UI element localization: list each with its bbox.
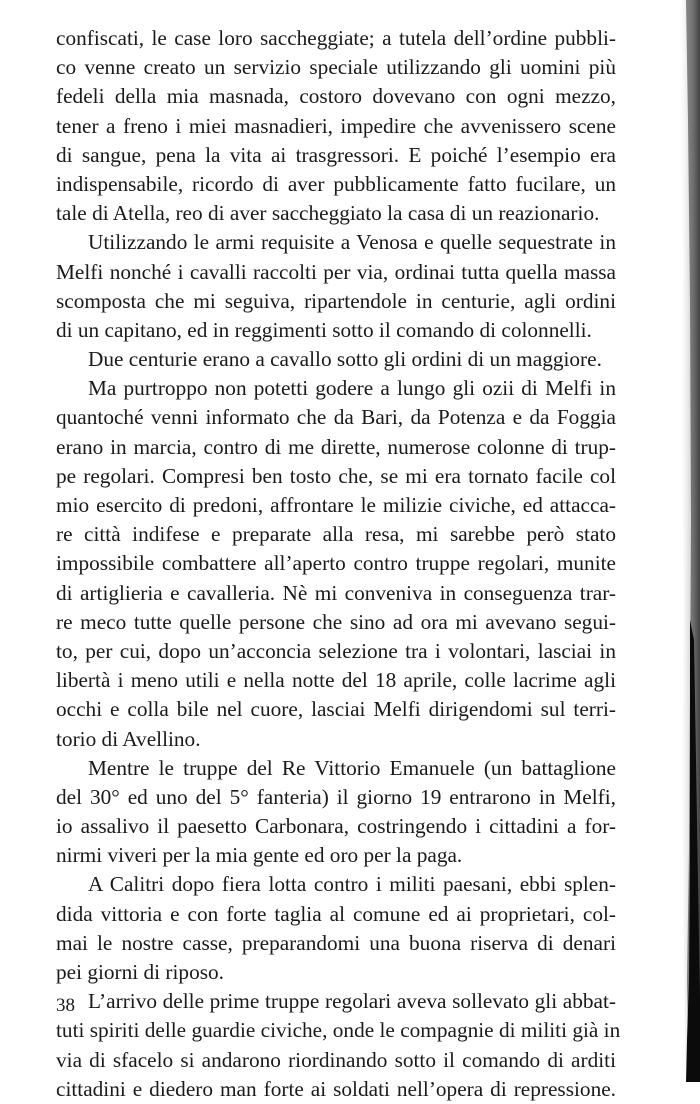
text-line: occhi e colla bile nel cuore, lasciai Melfi dirigendomi sul terri-	[56, 697, 616, 722]
body-text	[56, 24, 621, 1104]
text-line: Utilizzando le armi requisite a Venosa e quelle sequestrate in	[88, 230, 616, 255]
text-line: mai le nostre casse, preparandomi una buona riserva di denari	[56, 930, 616, 955]
text-line: L’arrivo delle prime truppe regolari aveva sollevato gli abbat-	[88, 989, 616, 1014]
text-line: quantoché venni informato che da Bari, da Potenza e da Foggia	[56, 405, 616, 430]
text-line: tuti spiriti delle guardie civiche, onde le compagnie di militi già in	[56, 1018, 621, 1043]
text-line: indispensabile, ricordo di aver pubblicamente fatto fucilare, un	[56, 171, 616, 196]
text-line: tener a freno i miei masnadieri, impedire che avvenissero scene	[56, 113, 616, 138]
text-line: cittadini e diedero man forte ai soldati nell’opera di repressione.	[56, 1076, 616, 1101]
text-line: Melfi nonché i cavalli raccolti per via, ordinai tutta quella massa	[56, 259, 616, 284]
text-line: co venne creato un servizio speciale utilizzando gli uomini più	[56, 55, 616, 80]
page-number: 38	[56, 995, 75, 1016]
text-line: io assalivo il paesetto Carbonara, costringendo i cittadini a for-	[56, 814, 616, 839]
text-line: via di sfacelo si andarono riordinando sotto il comando di arditi	[56, 1047, 616, 1072]
text-line: di sangue, pena la vita ai trasgressori. E poiché l’esempio era	[56, 142, 616, 167]
text-line: di un capitano, ed in reggimenti sotto il comando di colonnelli.	[56, 317, 592, 342]
text-line: re città indifese e preparate alla resa, mi sarebbe però stato	[56, 522, 616, 547]
text-line: Due centurie erano a cavallo sotto gli ordini di un maggiore.	[88, 347, 602, 372]
page-edge-shadow	[638, 0, 700, 1082]
text-line: pe regolari. Compresi ben tosto che, se mi era tornato facile col	[56, 463, 616, 488]
text-line: tale di Atella, reo di aver saccheggiato la casa di un reazionario.	[56, 201, 600, 226]
text-line: erano in marcia, contro di me dirette, numerose colonne di trup-	[56, 434, 616, 459]
text-line: Mentre le truppe del Re Vittorio Emanuele (un battaglione	[88, 755, 616, 780]
text-line: scomposta che mi seguiva, ripartendole in centurie, agli ordini	[56, 288, 616, 313]
text-line: pei giorni di riposo.	[56, 960, 224, 984]
text-line: impossibile combattere all’aperto contro truppe regolari, munite	[56, 551, 616, 576]
text-line: re meco tutte quelle persone che sino ad ora mi avevano segui-	[56, 609, 616, 634]
text-line: A Calitri dopo fiera lotta contro i militi paesani, ebbi splen-	[88, 872, 616, 897]
text-line: di artiglieria e cavalleria. Nè mi conveniva in conseguenza trar-	[56, 580, 616, 605]
text-line: fedeli della mia masnada, costoro dovevano con ogni mezzo,	[56, 84, 616, 109]
text-line: to, per cui, dopo un’acconcia selezione tra i volontari, lasciai in	[56, 638, 616, 663]
text-line: Ma purtroppo non potetti godere a lungo gli ozii di Melfi in	[88, 376, 616, 401]
text-line: libertà i meno utili e nella notte del 18 aprile, colle lacrime agli	[56, 668, 616, 693]
text-line: dida vittoria e con forte taglia al comune ed ai proprietari, col-	[56, 901, 616, 926]
text-line: confiscati, le case loro saccheggiate; a tutela dell’ordine pubbli-	[56, 26, 616, 50]
text-line: del 30° ed uno del 5° fanteria) il giorno 19 entrarono in Melfi,	[56, 784, 616, 809]
text-line: torio di Avellino.	[56, 726, 201, 751]
text-line: mio esercito di predoni, affrontare le milizie civiche, ed attacca-	[56, 493, 616, 517]
text-line: nirmi viveri per la mia gente ed oro per la paga.	[56, 843, 463, 868]
